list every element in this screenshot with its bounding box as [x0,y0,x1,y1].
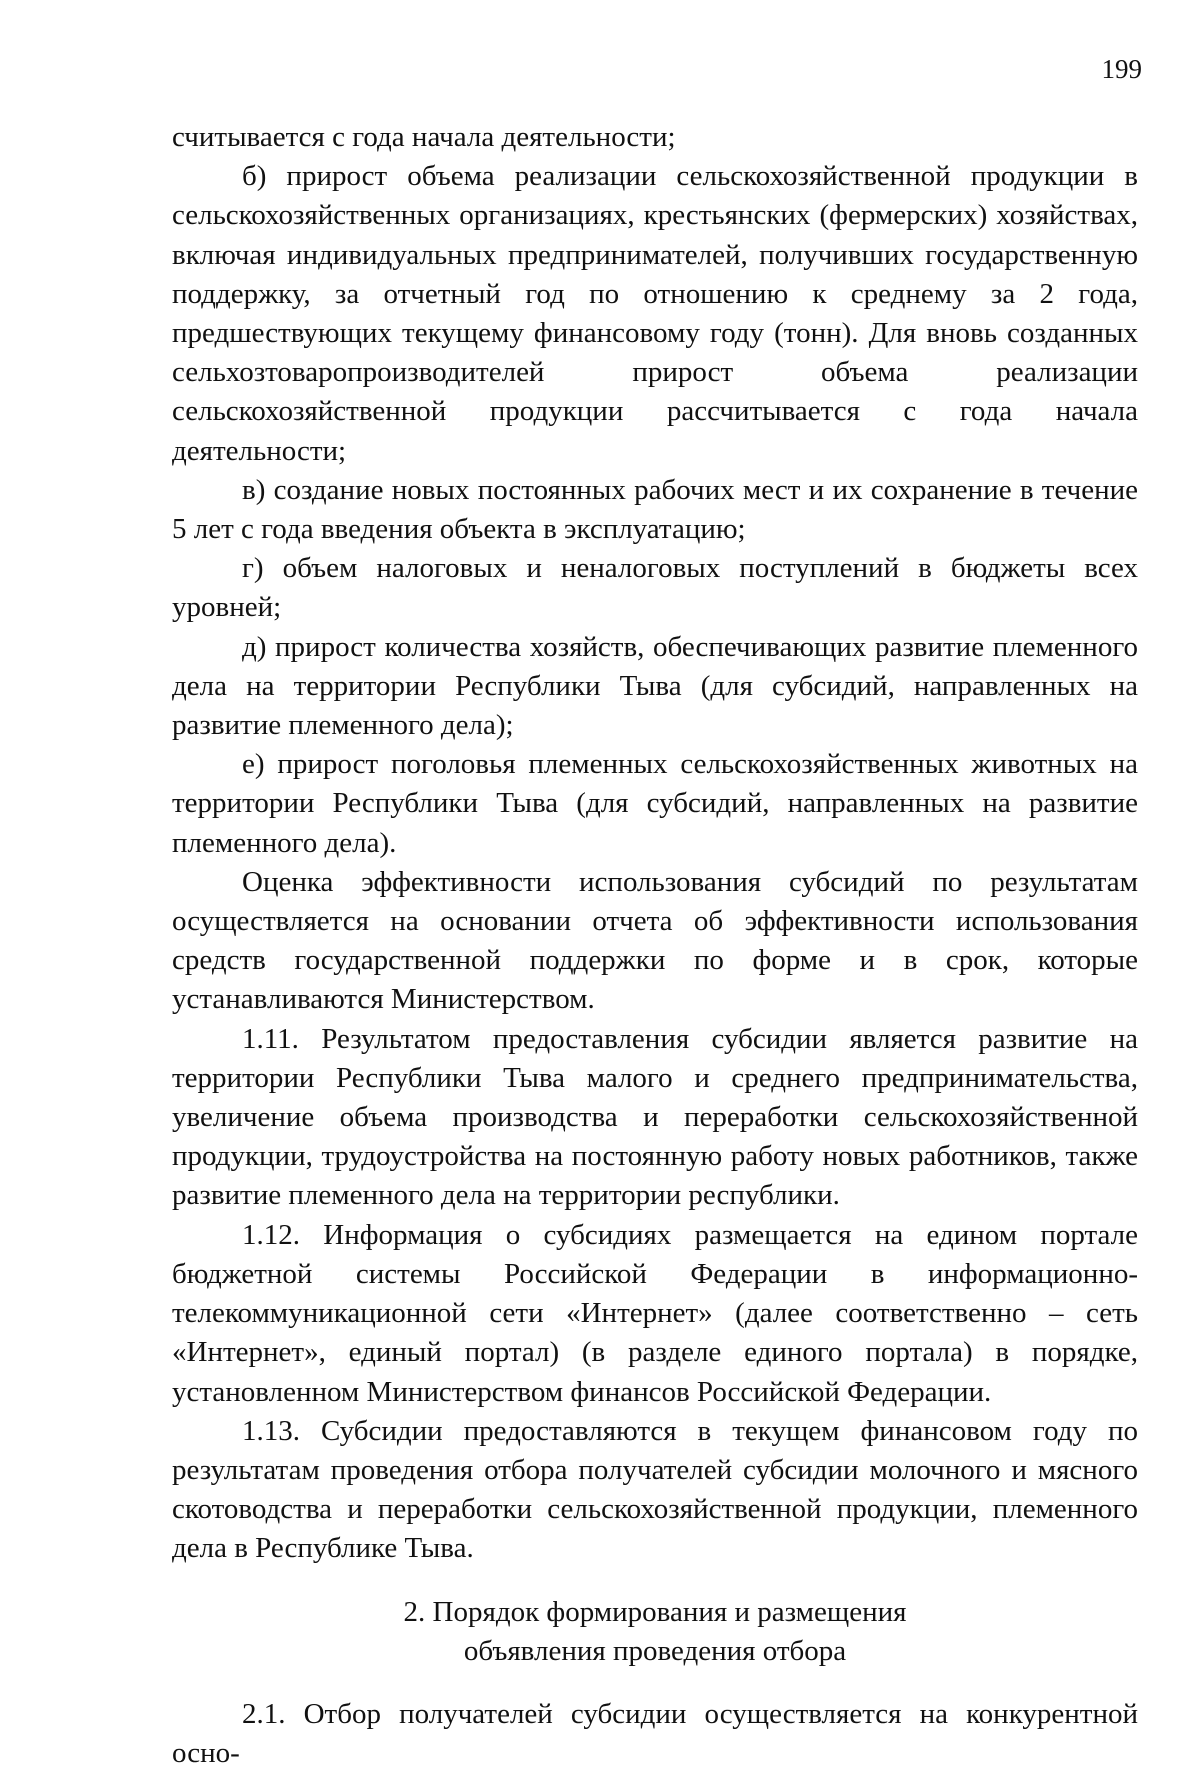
paragraph-1-12: 1.12. Информация о субсидиях размещается на едином портале бюджетной системы Российской Федерации в информационно-телекоммуникационной сети «Интернет» (далее соответственно – сеть «Интернет», единый портал) (в разделе единого портала) в порядке, установленном Министерством финансов Российской Федерации. [172,1218,1138,1408]
paragraph-item-v: в) создание новых постоянных рабочих мест и их сохранение в течение 5 лет с года введения объекта в эксплуатацию; [172,473,1138,546]
paragraph-continuation: считывается с года начала деятельности; [172,121,676,153]
paragraph-1-13: 1.13. Субсидии предоставляются в текущем финансовом году по результатам проведения отбора получателей субсидии молочного и мясного скотоводства и переработки сельскохозяйственной продукции, племенного дела в Республике Тыва. [172,1414,1138,1565]
section-heading-line-2: объявления проведения отбора [463,1634,847,1667]
section-heading-line-1: 2. Порядок формирования и размещения [403,1595,907,1628]
paragraph-item-e: е) прирост поголовья племенных сельскохозяйственных животных на территории Республики Тыва (для субсидий, направленных на развитие племенного дела). [172,748,1138,859]
document-body [172,118,1138,1773]
page-number: 199 [1101,54,1142,84]
paragraph-item-b: б) прирост объема реализации сельскохозяйственной продукции в сельскохозяйственных организациях, крестьянских (фермерских) хозяйствах, включая индивидуальных предпринимателей, получивших государственную поддержку, за отчетный год по отношению к среднему за 2 года, предшествующих текущему финансовому году (тонн). Для вновь созданных сельхозтоваропроизводителей прирост объема реализации сельскохозяйственной продукции рассчитывается с года начала деятельности; [172,160,1138,467]
paragraph-2-1: 2.1. Отбор получателей субсидии осуществляется на конкурентной осно- [172,1697,1138,1770]
paragraph-item-d: д) прирост количества хозяйств, обеспечивающих развитие племенного дела на территории Республики Тыва (для субсидий, направленных на развитие племенного дела); [172,630,1138,742]
section-heading [172,1593,1138,1671]
paragraph-1-11: 1.11. Результатом предоставления субсидии является развитие на территории Республики Тыва малого и среднего предпринимательства, увеличение объема производства и переработки сельскохозяйственной продукции, трудоустройства на постоянную работу новых работников, также развитие племенного дела на территории республики. [172,1022,1138,1212]
paragraph-item-g: г) объем налоговых и неналоговых поступлений в бюджеты всех уровней; [172,552,1138,624]
paragraph-evaluation: Оценка эффективности использования субсидий по результатам осуществляется на основании отчета об эффективности использования средств государственной поддержки по форме и в срок, которые устанавливаются Министерством. [172,865,1138,1016]
